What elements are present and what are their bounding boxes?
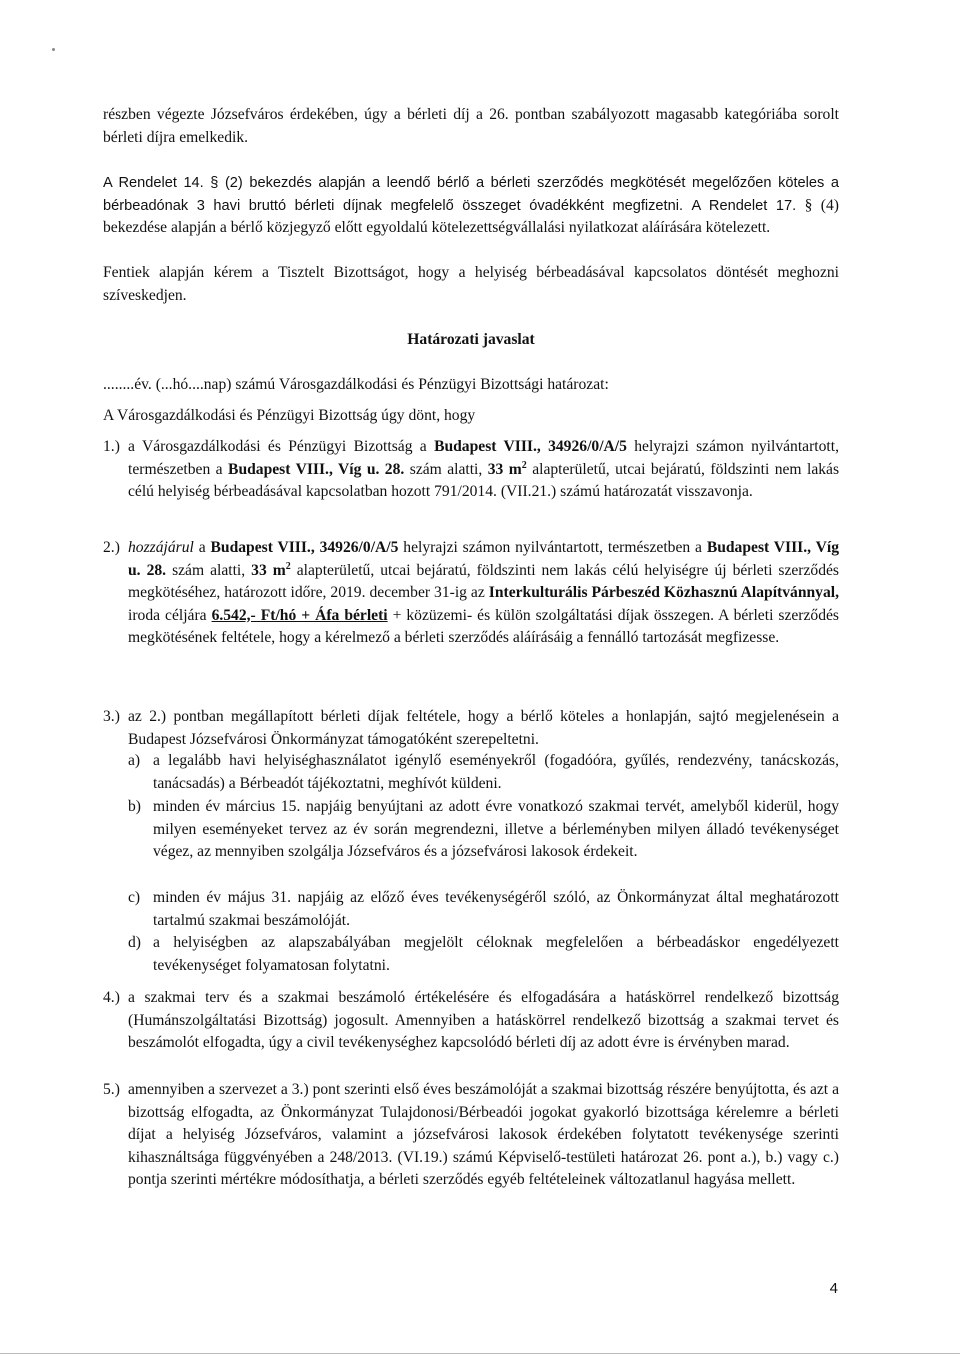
paragraph-intro-1: részben végezte Józsefváros érdekében, úgy a bérleti díj a 26. pontban szabályozott magasabb kategóriába sorolt bérleti díjra emelkedik. <box>103 106 839 146</box>
item-number: 1.) <box>103 438 120 455</box>
item-3-sub-d: d) a helyiségben az alapszabályában megjelölt céloknak megfelelően a bérbeadáskor engedélyezett tevékenységet folyamatosan folytatni. <box>128 934 839 974</box>
item-4: 4.) a szakmai terv és a szakmai beszámoló értékelésére és elfogadására a hatáskörrel rendelkező bizottság (Humánszolgáltatási Bizottság) jogosult. Amennyiben a hatáskörrel rendelkező bizottság a szakmai tervet és beszámolót elfogadta, úgy a civil tevékenységhez kapcsolódó bérleti díj az adott évre is érvényben marad. <box>103 989 839 1051</box>
item-number: 2.) <box>103 539 120 556</box>
paragraph-intro-2: A Rendelet 14. § (2) bekezdés alapján a leendő bérlő a bérleti szerződés megkötését megelőzően köteles a bérbeadónak 3 havi bruttó bérleti díjnak megfelelő összeget óvadékként megfizetni. A Rendelet 17. § (4) bekezdése alapján a bérlő közjegyző előtt egyoldalú kötelezettségvállalási nyilatkozat aláírására kötelezett. <box>103 175 839 236</box>
resolution-title: Határozati javaslat <box>407 331 535 348</box>
scan-edge-line <box>0 1353 960 1354</box>
item-3-sub-a: a) a legalább havi helyiséghasználatot igénylő eseményekről (fogadóóra, gyűlés, rendezvény, tanácskozás, tanácsadás) a Bérbeadót tájékoztatni, meghívót küldeni. <box>128 752 839 792</box>
paragraph-intro-3: Fentiek alapján kérem a Tisztelt Bizottságot, hogy a helyiség bérbeadásával kapcsolatos döntését meghozni szíveskedjen. <box>103 264 839 304</box>
item-3-sub-b: b) minden év március 15. napjáig benyújtani az adott évre vonatkozó szakmai tervét, amelyből kiderül, hogy milyen eseményeket tervez az év során megrendezni, illetve a bérleményben milyen álladó tevékenységet végez, az mennyiben szolgálja Józsefváros és a józsefvárosi lakosok érdekeit. <box>128 798 839 860</box>
item-number: 5.) <box>103 1081 120 1098</box>
item-2: 2.) hozzájárul a Budapest VIII., 34926/0/A/5 helyrajzi számon nyilvántartott, természetben a Budapest VIII., Víg u. 28. szám alatti, 33 $m^2$ alapterületű, utcai bejáratú, földszinti nem lakás célú helyiségre új bérleti szerződés megkötéséhez, határozott időre, 2019. december 31-ig az Interkulturális Párbeszéd Közhasznú Alapítvánnyal, iroda céljára 6.542,- Ft/hó + Áfa bérleti + közüzemi- és külön szolgáltatási díjak összegen. A bérleti szerződés megkötésének feltétele, hogy a kérelmező a bérleti szerződés aláírásáig a fennálló tartozását megfizesse. <box>103 539 840 646</box>
item-number: 4.) <box>103 989 120 1006</box>
scan-speck <box>52 48 55 51</box>
page-number: 4 <box>829 1280 838 1297</box>
resolution-number-line: ........év. (...hó....nap) számú Városgazdálkodási és Pénzügyi Bizottsági határozat: <box>103 376 609 393</box>
item-number: 3.) <box>103 708 120 725</box>
item-3: 3.) az 2.) pontban megállapított bérleti díjak feltétele, hogy a bérlő köteles a honlapján, sajtó megjelenésein a Budapest Józsefvárosi Önkormányzat támogatóként szerepeltetni. <box>103 708 839 748</box>
item-1: 1.) a Városgazdálkodási és Pénzügyi Bizottság a Budapest VIII., 34926/0/A/5 helyrajzi számon nyilvántartott, természetben a Budapest VIII., Víg u. 28. szám alatti, 33 $m^2$ alapterületű, utcai bejáratú, földszinti nem lakás célú helyiség bérbeadásával kapcsolatban hozott 791/2014. (VII.21.) számú határozatát visszavonja. <box>103 438 840 500</box>
decision-line: A Városgazdálkodási és Pénzügyi Bizottság úgy dönt, hogy <box>103 407 476 424</box>
item-3-sub-c: c) minden év május 31. napjáig az előző éves tevékenységéről szóló, az Önkormányzat által meghatározott tartalmú szakmai beszámolóját. <box>128 889 839 929</box>
item-5: 5.) amennyiben a szervezet a 3.) pont szerinti első éves beszámolóját a szakmai bizottság részére benyújtotta, és azt a bizottság elfogadta, az Önkormányzat Tulajdonosi/Bérbeadói jogokat gyakorló bizottsága kérelemre a bérleti díjat a helyiség Józsefváros, valamint a józsefvárosi lakosok érdekében folytatott tevékenysége szerinti kihasználtsága függvényében a 248/2013. (VI.19.) számú Képviselő-testületi határozat 26. pont a.), b.) vagy c.) pontja szerinti mértékre módosíthatja, a bérleti szerződés egyéb feltételeinek változatlanul hagyása mellett. <box>103 1081 839 1188</box>
